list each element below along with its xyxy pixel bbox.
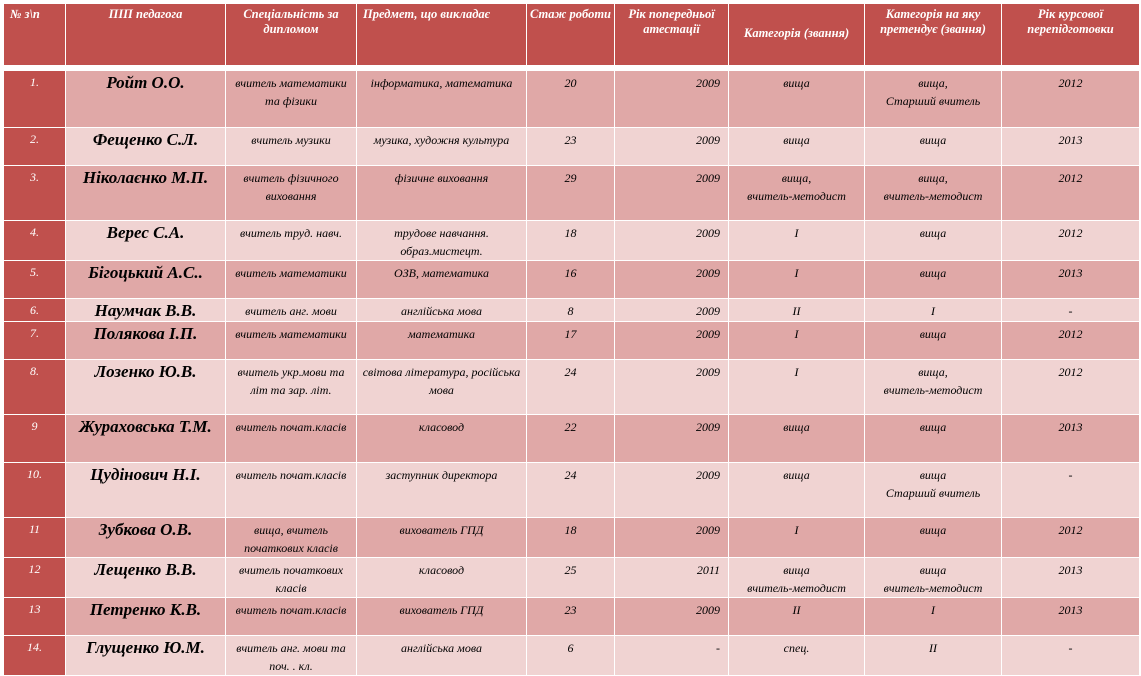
cell-category: вища, вчитель-методист bbox=[729, 166, 865, 221]
cell-category: вища bbox=[729, 463, 865, 518]
cell-specialty: вчитель математики bbox=[226, 322, 357, 360]
cell-name: Наумчак В.В. bbox=[66, 299, 226, 322]
cell-name: Жураховська Т.М. bbox=[66, 415, 226, 463]
cell-experience: 22 bbox=[527, 415, 615, 463]
cell-category: І bbox=[729, 360, 865, 415]
header-row bbox=[4, 4, 1140, 66]
staff-table-frame bbox=[3, 3, 1139, 673]
cell-prev: 2009 bbox=[615, 261, 729, 299]
header-name: ПІП педагога bbox=[66, 4, 226, 66]
cell-retraining: 2013 bbox=[1002, 415, 1140, 463]
cell-specialty: вчитель укр.мови та літ та зар. літ. bbox=[226, 360, 357, 415]
table-row bbox=[4, 558, 1140, 598]
cell-experience: 16 bbox=[527, 261, 615, 299]
cell-experience: 24 bbox=[527, 463, 615, 518]
cell-target: І bbox=[865, 598, 1002, 636]
cell-name: Верес С.А. bbox=[66, 221, 226, 261]
cell-retraining: - bbox=[1002, 299, 1140, 322]
cell-prev: 2011 bbox=[615, 558, 729, 598]
cell-subject: вихователь ГПД bbox=[357, 598, 527, 636]
cell-target: вища, вчитель-методист bbox=[865, 360, 1002, 415]
cell-name: Ніколаєнко М.П. bbox=[66, 166, 226, 221]
cell-experience: 18 bbox=[527, 221, 615, 261]
cell-specialty: вчитель музики bbox=[226, 128, 357, 166]
cell-category: І bbox=[729, 322, 865, 360]
cell-specialty: вчитель початкових класів bbox=[226, 558, 357, 598]
cell-num: 7. bbox=[4, 322, 66, 360]
cell-specialty: вчитель анг. мови та поч. . кл. bbox=[226, 636, 357, 676]
header-subject: Предмет, що викладає bbox=[357, 4, 527, 66]
cell-target: вища bbox=[865, 221, 1002, 261]
cell-num: 6. bbox=[4, 299, 66, 322]
cell-specialty: вчитель математики bbox=[226, 261, 357, 299]
cell-name: Ройт О.О. bbox=[66, 71, 226, 128]
cell-target: вища bbox=[865, 322, 1002, 360]
cell-num: 2. bbox=[4, 128, 66, 166]
cell-retraining: 2012 bbox=[1002, 322, 1140, 360]
cell-category: І bbox=[729, 518, 865, 558]
header-experience: Стаж роботи bbox=[527, 4, 615, 66]
cell-name: Петренко К.В. bbox=[66, 598, 226, 636]
staff-table bbox=[3, 3, 1140, 676]
cell-subject: класовод bbox=[357, 558, 527, 598]
cell-prev: 2009 bbox=[615, 360, 729, 415]
cell-subject: ОЗВ, математика bbox=[357, 261, 527, 299]
cell-prev: 2009 bbox=[615, 322, 729, 360]
cell-num: 3. bbox=[4, 166, 66, 221]
cell-category: І bbox=[729, 261, 865, 299]
cell-retraining: 2013 bbox=[1002, 261, 1140, 299]
cell-subject: вихователь ГПД bbox=[357, 518, 527, 558]
table-row bbox=[4, 299, 1140, 322]
table-row bbox=[4, 360, 1140, 415]
cell-experience: 6 bbox=[527, 636, 615, 676]
cell-experience: 24 bbox=[527, 360, 615, 415]
table-row bbox=[4, 166, 1140, 221]
cell-target: вища, вчитель-методист bbox=[865, 166, 1002, 221]
cell-retraining: 2012 bbox=[1002, 221, 1140, 261]
cell-subject: світова література, російська мова bbox=[357, 360, 527, 415]
cell-target: вища Старший вчитель bbox=[865, 463, 1002, 518]
cell-subject: інформатика, математика bbox=[357, 71, 527, 128]
cell-name: Зубкова О.В. bbox=[66, 518, 226, 558]
cell-category: вища вчитель-методист bbox=[729, 558, 865, 598]
table-row bbox=[4, 598, 1140, 636]
cell-subject: музика, художня культура bbox=[357, 128, 527, 166]
table-row bbox=[4, 322, 1140, 360]
cell-target: вища вчитель-методист bbox=[865, 558, 1002, 598]
cell-target: ІІ bbox=[865, 636, 1002, 676]
cell-retraining: 2013 bbox=[1002, 128, 1140, 166]
cell-retraining: 2012 bbox=[1002, 166, 1140, 221]
cell-specialty: вчитель почат.класів bbox=[226, 415, 357, 463]
cell-name: Лещенко В.В. bbox=[66, 558, 226, 598]
table-row bbox=[4, 518, 1140, 558]
cell-experience: 23 bbox=[527, 598, 615, 636]
cell-target: вища, Старший вчитель bbox=[865, 71, 1002, 128]
cell-subject: англійська мова bbox=[357, 636, 527, 676]
cell-target: вища bbox=[865, 518, 1002, 558]
cell-name: Лозенко Ю.В. bbox=[66, 360, 226, 415]
cell-name: Полякова І.П. bbox=[66, 322, 226, 360]
cell-specialty: вчитель анг. мови bbox=[226, 299, 357, 322]
cell-num: 9 bbox=[4, 415, 66, 463]
cell-prev: 2009 bbox=[615, 463, 729, 518]
cell-prev: - bbox=[615, 636, 729, 676]
cell-subject: заступник директора bbox=[357, 463, 527, 518]
cell-specialty: вчитель труд. навч. bbox=[226, 221, 357, 261]
cell-prev: 2009 bbox=[615, 598, 729, 636]
cell-prev: 2009 bbox=[615, 128, 729, 166]
header-retraining: Рік курсової перепідготовки bbox=[1002, 4, 1140, 66]
cell-num: 10. bbox=[4, 463, 66, 518]
cell-prev: 2009 bbox=[615, 518, 729, 558]
cell-category: вища bbox=[729, 415, 865, 463]
cell-specialty: вища, вчитель початкових класів bbox=[226, 518, 357, 558]
cell-specialty: вчитель математики та фізики bbox=[226, 71, 357, 128]
header-category: Категорія (звання) bbox=[729, 4, 865, 66]
header-prev-attestation: Рік попередньої атестації bbox=[615, 4, 729, 66]
cell-category: ІІ bbox=[729, 598, 865, 636]
table-row bbox=[4, 128, 1140, 166]
cell-experience: 18 bbox=[527, 518, 615, 558]
table-row bbox=[4, 261, 1140, 299]
cell-num: 13 bbox=[4, 598, 66, 636]
cell-num: 1. bbox=[4, 71, 66, 128]
cell-category: вища bbox=[729, 128, 865, 166]
cell-subject: англійська мова bbox=[357, 299, 527, 322]
cell-experience: 25 bbox=[527, 558, 615, 598]
cell-subject: трудове навчання. образ.мистецт. bbox=[357, 221, 527, 261]
table-row bbox=[4, 636, 1140, 676]
cell-retraining: 2012 bbox=[1002, 71, 1140, 128]
cell-category: ІІ bbox=[729, 299, 865, 322]
cell-category: І bbox=[729, 221, 865, 261]
cell-category: спец. bbox=[729, 636, 865, 676]
cell-specialty: вчитель почат.класів bbox=[226, 463, 357, 518]
cell-retraining: - bbox=[1002, 463, 1140, 518]
header-specialty: Спеціальність за дипломом bbox=[226, 4, 357, 66]
cell-name: Фещенко С.Л. bbox=[66, 128, 226, 166]
cell-retraining: 2013 bbox=[1002, 598, 1140, 636]
cell-prev: 2009 bbox=[615, 299, 729, 322]
cell-target: вища bbox=[865, 261, 1002, 299]
cell-experience: 23 bbox=[527, 128, 615, 166]
cell-num: 14. bbox=[4, 636, 66, 676]
cell-retraining: 2013 bbox=[1002, 558, 1140, 598]
cell-name: Цудінович Н.І. bbox=[66, 463, 226, 518]
table-row bbox=[4, 415, 1140, 463]
cell-name: Глущенко Ю.М. bbox=[66, 636, 226, 676]
header-num: № з\п bbox=[4, 4, 66, 66]
table-body bbox=[4, 66, 1140, 676]
table-row bbox=[4, 463, 1140, 518]
table-row bbox=[4, 71, 1140, 128]
cell-subject: класовод bbox=[357, 415, 527, 463]
cell-specialty: вчитель фізичного виховання bbox=[226, 166, 357, 221]
cell-target: І bbox=[865, 299, 1002, 322]
cell-name: Бігоцький А.С.. bbox=[66, 261, 226, 299]
cell-prev: 2009 bbox=[615, 166, 729, 221]
cell-prev: 2009 bbox=[615, 221, 729, 261]
cell-prev: 2009 bbox=[615, 71, 729, 128]
header-target-category: Категорія на яку претендує (звання) bbox=[865, 4, 1002, 66]
cell-target: вища bbox=[865, 128, 1002, 166]
cell-specialty: вчитель почат.класів bbox=[226, 598, 357, 636]
cell-num: 12 bbox=[4, 558, 66, 598]
cell-num: 4. bbox=[4, 221, 66, 261]
cell-experience: 29 bbox=[527, 166, 615, 221]
cell-experience: 17 bbox=[527, 322, 615, 360]
cell-retraining: 2012 bbox=[1002, 360, 1140, 415]
table-row bbox=[4, 221, 1140, 261]
cell-retraining: 2012 bbox=[1002, 518, 1140, 558]
cell-subject: фізичне виховання bbox=[357, 166, 527, 221]
cell-target: вища bbox=[865, 415, 1002, 463]
cell-num: 5. bbox=[4, 261, 66, 299]
cell-experience: 8 bbox=[527, 299, 615, 322]
cell-num: 11 bbox=[4, 518, 66, 558]
cell-num: 8. bbox=[4, 360, 66, 415]
cell-retraining: - bbox=[1002, 636, 1140, 676]
cell-subject: математика bbox=[357, 322, 527, 360]
cell-category: вища bbox=[729, 71, 865, 128]
cell-prev: 2009 bbox=[615, 415, 729, 463]
cell-experience: 20 bbox=[527, 71, 615, 128]
